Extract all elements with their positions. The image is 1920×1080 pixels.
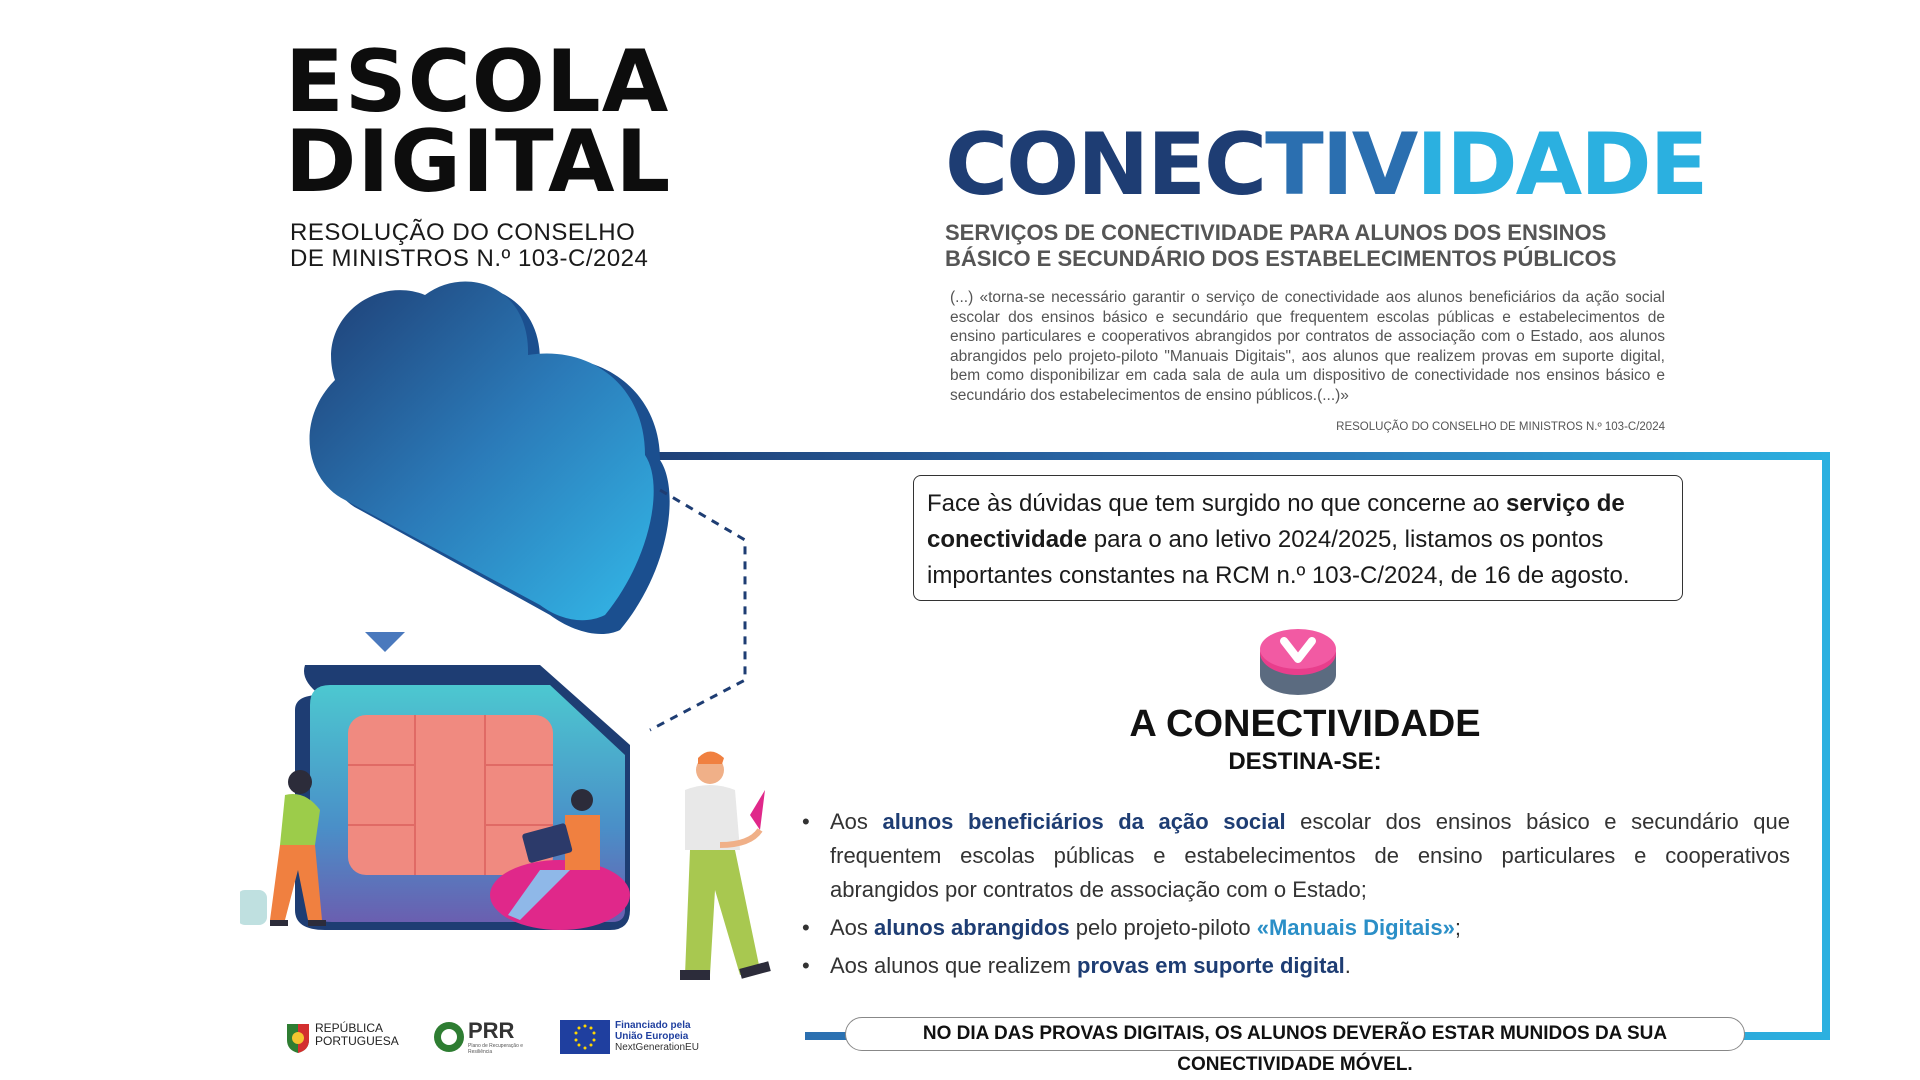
subtitle-line-2: BÁSICO E SECUNDÁRIO DOS ESTABELECIMENTOS PÚBLICOS <box>945 246 1617 271</box>
footer-notice: NO DIA DAS PROVAS DIGITAIS, OS ALUNOS DEVERÃO ESTAR MUNIDOS DA SUA CONECTIVIDADE MÓVEL. <box>845 1017 1745 1051</box>
info-text-1: Face às dúvidas que tem surgido no que concerne ao <box>927 490 1507 517</box>
brand-title <box>285 32 672 212</box>
frame-line-right <box>1822 452 1830 1040</box>
prr-logo: PRR <box>468 1018 515 1043</box>
resolution-line-2: DE MINISTROS N.º 103-C/2024 <box>290 245 649 272</box>
subtitle-line-1: SERVIÇOS DE CONECTIVIDADE PARA ALUNOS DOS ENSINOS <box>945 220 1607 245</box>
brand-line-2: DIGITAL <box>285 112 672 212</box>
brand-line-1: ESCOLA <box>285 32 670 132</box>
section-title: A CONECTIVIDADE <box>1129 703 1481 745</box>
checkmark-badge-icon <box>1258 625 1338 700</box>
subtitle <box>945 220 1685 272</box>
title-part-3: IDADE <box>1416 115 1707 215</box>
resolution-line-1: RESOLUÇÃO DO CONSELHO <box>290 219 636 246</box>
eu-funding-logo: Financiado pela União Europeia NextGenerationEU <box>615 1020 699 1053</box>
cloud-icon <box>310 282 670 635</box>
republica-portuguesa-logo-icon <box>285 1022 311 1054</box>
frame-line-top <box>610 452 1830 460</box>
list-item: • Aos alunos abrangidos pelo projeto-piloto «Manuais Digitais»; <box>800 911 1790 945</box>
prr-logo-icon <box>432 1020 466 1054</box>
title-part-2: TIV <box>1265 115 1417 215</box>
info-box <box>913 475 1683 601</box>
list-item: • Aos alunos beneficiários da ação social escolar dos ensinos básico e secundário que frequentem escolas públicas e estabelecimentos de ensino particulares e cooperativos abrangidos por contratos de associação com o Estado; <box>800 805 1790 907</box>
republica-portuguesa-logo: REPÚBLICA PORTUGUESA <box>315 1021 399 1048</box>
prr-logo-subtitle: Plano de Recuperação e Resiliência <box>468 1043 524 1055</box>
connectivity-illustration <box>240 270 780 1010</box>
eu-flag-icon <box>560 1020 610 1054</box>
list-item: • Aos alunos que realizem provas em suporte digital. <box>800 949 1790 983</box>
target-list <box>800 805 1790 987</box>
student-phone-icon <box>680 752 771 981</box>
info-text-2: para o ano letivo 2024/2025, listamos os pontos importantes constantes na RCM n.º 103-C/2024, de 16 de agosto. <box>927 526 1630 589</box>
page-title <box>945 115 1706 215</box>
quote-source: RESOLUÇÃO DO CONSELHO DE MINISTROS N.º 103-C/2024 <box>1336 421 1665 433</box>
title-part-1: CONEC <box>945 115 1266 215</box>
info-text-bold: serviço de conectividade <box>927 490 1625 553</box>
resolution-reference <box>290 220 648 272</box>
legal-quote: (...) «torna-se necessário garantir o serviço de conectividade aos alunos beneficiários da ação social escolar dos ensinos básico e secundário que frequentem escolas públicas e estabelecimentos de ensino particulares e cooperativos abrangidos por contratos de associação com o Estado, aos alunos abrangidos pelo projeto-piloto "Manuais Digitais", aos alunos que realizem provas em suporte digital, bem como disponibilizar em cada sala de aula um dispositivo de conectividade nos ensinos básico e secundário dos estabelecimentos de ensino públicos.(...)» <box>950 289 1665 404</box>
section-subtitle: DESTINA-SE: <box>1228 748 1382 775</box>
arrow-down-icon <box>365 632 405 652</box>
